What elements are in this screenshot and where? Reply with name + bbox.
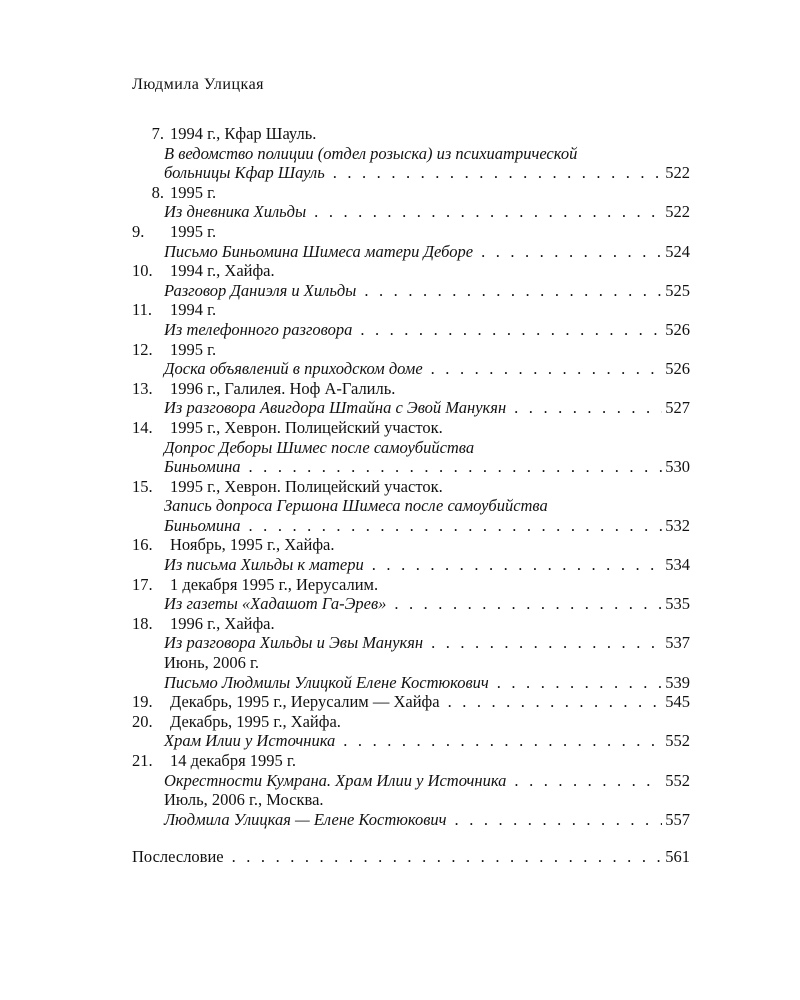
toc-afterword[interactable] — [132, 847, 690, 867]
toc-entry-line[interactable] — [132, 594, 690, 614]
page-number: 539 — [665, 672, 690, 692]
dot-leader — [481, 242, 662, 262]
page-number: 526 — [665, 359, 690, 379]
dot-leader — [448, 692, 663, 712]
dot-leader — [364, 281, 662, 301]
page-number: 557 — [665, 809, 690, 829]
entry-title: Письмо Людмилы Улицкой Елене Костюкович — [164, 672, 489, 692]
entry-title: Из дневника Хильды — [164, 202, 307, 222]
toc-entry-line[interactable] — [132, 633, 690, 653]
dot-leader — [394, 594, 662, 614]
dot-leader — [431, 633, 662, 653]
entry-heading: 1994 г. — [170, 300, 217, 320]
entry-heading: 1995 г., Хеврон. Полицейский участок. — [170, 476, 443, 496]
page-number: 525 — [665, 280, 690, 300]
entry-heading: 1 декабря 1995 г., Иерусалим. — [170, 574, 379, 594]
entry-heading: 14 декабря 1995 г. — [170, 751, 296, 770]
entry-title: Запись допроса Гершона Шимеса после самоубийства — [164, 496, 548, 516]
toc-entry-line — [132, 144, 690, 164]
toc-entry-head — [132, 614, 690, 634]
entry-title: Допрос Деборы Шимес после самоубийства — [164, 437, 475, 457]
entry-number: 7. — [151, 124, 164, 143]
entry-heading: Июнь, 2006 г. — [164, 653, 260, 673]
page-number: 552 — [665, 770, 690, 790]
toc-entry-line[interactable] — [132, 457, 690, 477]
page-number: 535 — [665, 594, 690, 614]
toc-entry-head — [132, 418, 690, 438]
toc-entry-line — [132, 790, 690, 810]
toc-entry-head — [132, 222, 690, 242]
entry-number: 19. — [132, 692, 153, 712]
entry-number: 12. — [132, 339, 153, 359]
toc-entry-line[interactable] — [132, 320, 690, 340]
entry-title: Окрестности Кумрана. Храм Илии у Источника — [164, 770, 507, 790]
toc-entry-line — [132, 653, 690, 673]
entry-heading: 1995 г., Хеврон. Полицейский участок. — [170, 417, 443, 437]
page-number: 527 — [665, 398, 690, 418]
entry-title: Письмо Биньомина Шимеса матери Деборе — [164, 241, 474, 261]
toc-entry-line[interactable] — [132, 242, 690, 262]
entry-title: больницы Кфар Шауль — [164, 163, 325, 183]
dot-leader — [232, 847, 663, 867]
toc-entry-head — [132, 183, 690, 203]
toc-entry-line[interactable] — [132, 673, 690, 693]
toc-entry-line[interactable] — [132, 398, 690, 418]
dot-leader — [360, 320, 662, 340]
entry-number: 14. — [132, 417, 153, 437]
page-number: 561 — [665, 847, 690, 867]
entry-title: Разговор Даниэля и Хильды — [164, 280, 357, 300]
entry-number: 17. — [132, 574, 153, 594]
entry-heading: 1996 г., Хайфа. — [170, 613, 275, 633]
entry-title: Храм Илии у Источника — [164, 731, 336, 751]
toc-entry-head — [132, 261, 690, 281]
entry-heading: 1995 г. — [170, 339, 217, 359]
dot-leader — [455, 810, 663, 830]
entry-heading: Декабрь, 1995 г., Иерусалим — Хайфа — [170, 692, 440, 712]
entry-number: 21. — [132, 751, 153, 770]
entry-title: Из разговора Хильды и Эвы Манукян — [164, 633, 424, 653]
page-number: 524 — [665, 241, 690, 261]
toc-entry-head — [132, 340, 690, 360]
toc-entry-head — [132, 300, 690, 320]
entry-heading: 1994 г., Кфар Шауль. — [170, 124, 317, 143]
toc-entry-line[interactable] — [132, 555, 690, 575]
entry-heading: Послесловие — [132, 847, 224, 867]
dot-leader — [333, 163, 663, 183]
entry-title: Из разговора Авигдора Штайна с Эвой Манукян — [164, 398, 507, 418]
entry-number: 13. — [132, 378, 153, 398]
page-number: 552 — [665, 731, 690, 751]
dot-leader — [249, 457, 663, 477]
entry-heading: Декабрь, 1995 г., Хайфа. — [170, 711, 341, 731]
dot-leader — [497, 673, 663, 693]
entry-heading: 1994 г., Хайфа. — [170, 261, 275, 281]
toc-entry-line — [132, 496, 690, 516]
page-number: 522 — [665, 202, 690, 222]
toc-entry-line[interactable] — [132, 281, 690, 301]
dot-leader — [431, 359, 663, 379]
dot-leader — [343, 731, 662, 751]
entry-title: Из газеты «Хадашот Га-Эрев» — [164, 594, 387, 614]
entry-heading: 1995 г. — [170, 182, 217, 202]
entry-title: Из письма Хильды к матери — [164, 555, 364, 575]
toc-entry-line — [132, 438, 690, 458]
entry-title: Биньомина — [164, 515, 241, 535]
toc-entry-head — [132, 379, 690, 399]
entry-number: 8. — [151, 182, 164, 202]
toc-entry-line[interactable] — [132, 516, 690, 536]
entry-title: Доска объявлений в приходском доме — [164, 359, 423, 379]
dot-leader — [514, 771, 662, 791]
page-number: 522 — [665, 163, 690, 183]
section-gap — [132, 829, 690, 847]
entry-number: 15. — [132, 476, 153, 496]
dot-leader — [514, 398, 662, 418]
entry-heading: 1996 г., Галилея. Ноф А-Галиль. — [170, 378, 396, 398]
entry-title: В ведомство полиции (отдел розыска) из психиатрической — [164, 143, 578, 163]
toc-entry-line[interactable] — [132, 163, 690, 183]
dot-leader — [314, 202, 662, 222]
toc-entry-line[interactable] — [132, 202, 690, 222]
toc-entry-head — [132, 535, 690, 555]
table-of-contents — [132, 124, 690, 867]
entry-title: Из телефонного разговора — [164, 319, 353, 339]
toc-entry-head — [132, 575, 690, 595]
toc-entry-line[interactable] — [132, 810, 690, 830]
entry-number: 18. — [132, 613, 153, 633]
toc-entry-head — [132, 751, 690, 771]
entry-number: 10. — [132, 261, 153, 281]
toc-entry-head — [132, 124, 690, 144]
entry-number: 20. — [132, 711, 153, 731]
page-number: 545 — [665, 692, 690, 712]
page-number: 526 — [665, 319, 690, 339]
dot-leader — [372, 555, 662, 575]
entry-number: 11. — [132, 300, 153, 320]
page-number: 534 — [665, 555, 690, 575]
page-number: 532 — [665, 515, 690, 535]
page-number: 530 — [665, 457, 690, 477]
entry-title: Биньомина — [164, 457, 241, 477]
toc-entry-line[interactable] — [132, 359, 690, 379]
entry-heading: Июль, 2006 г., Москва. — [164, 790, 324, 810]
entry-number: 16. — [132, 535, 153, 555]
entry-heading: 1995 г. — [170, 221, 217, 241]
dot-leader — [249, 516, 663, 536]
entry-heading: Ноябрь, 1995 г., Хайфа. — [170, 535, 335, 555]
entry-number: 9. — [132, 221, 145, 241]
running-header: Людмила Улицкая — [132, 76, 265, 93]
toc-entry-head — [132, 712, 690, 732]
entry-title: Людмила Улицкая — Елене Костюкович — [164, 809, 447, 829]
toc-entry-head[interactable] — [132, 692, 690, 712]
page-number: 537 — [665, 633, 690, 653]
toc-entry-head — [132, 477, 690, 497]
toc-entry-line[interactable] — [132, 731, 690, 751]
toc-entry-line[interactable] — [132, 771, 690, 791]
